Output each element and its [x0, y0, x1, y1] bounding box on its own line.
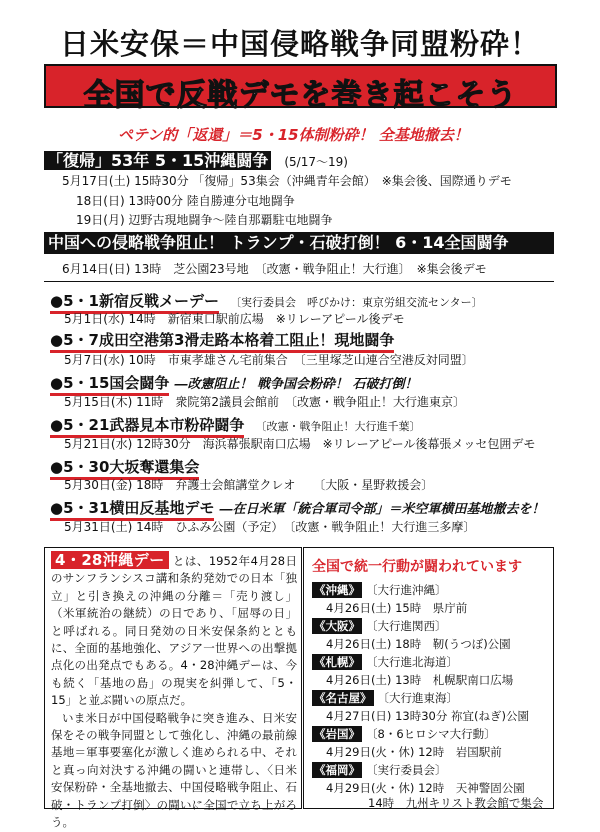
city-name: 《福岡》	[314, 763, 360, 777]
city-org: 〔大行進東海〕	[377, 691, 458, 705]
city-sapporo	[312, 654, 458, 670]
event-1-title: ●5・1新宿反戦メーデー	[50, 292, 219, 314]
city-nagoya-line: 4月27日(日) 13時30分 祢宜(ねぎ)公園	[326, 709, 529, 723]
event-5-line	[64, 476, 433, 493]
city-org: 〔大行進関西〕	[366, 619, 447, 633]
event-4	[50, 414, 421, 435]
event-3	[50, 372, 418, 393]
event-4-title: ●5・21武器見本市粉砕闘争	[50, 416, 244, 438]
city-okinawa-line: 4月26日(土) 15時 県庁前	[326, 601, 468, 615]
city-name: 《札幌》	[314, 655, 360, 669]
city-org: 〔大行進北海道〕	[366, 655, 458, 669]
subheadline: ペテン的「返還」＝5・15体制粉砕！ 全基地撤去！	[118, 126, 469, 144]
event-3-note: ―改憲阻止！ 戦争国会粉砕！ 石破打倒！	[174, 377, 418, 392]
city-name: 《名古屋》	[314, 691, 372, 705]
event-1	[50, 290, 483, 311]
okinawa-title: 「復帰」53年 5・15沖縄闘争	[44, 151, 271, 170]
city-org: 〔実行委員会〕	[366, 763, 447, 777]
city-org: 〔8・6ヒロシマ大行動〕	[366, 727, 496, 741]
event-4-line: 5月21日(水) 12時30分 海浜幕張駅南口広場 ※リレーアピール後幕張メッセ包囲デモ	[64, 437, 536, 451]
april28-text-block	[51, 552, 297, 832]
event-5-title: ●5・30大坂奪還集会	[50, 458, 199, 480]
city-osaka	[312, 618, 447, 634]
okinawa-header	[44, 148, 348, 171]
banner-text: 全国で反戦デモを巻き起こそう	[83, 78, 518, 113]
city-org: 〔大行進沖縄〕	[366, 583, 447, 597]
april28-text-2: いま米日が中国侵略戦争に突き進み、日米安保をその戦争同盟として強化し、沖縄の最前線基地＝軍事要塞化が激しく進められる中、それと真っ向対決する沖縄の闘いと連帯し、〈日米安保粉砕・全基地撤去、中国侵略戦争阻止、石破・トランプ打倒〉の闘いに全国で立ち上がろう。	[51, 710, 297, 830]
event-5-line-text: 5月30日(金) 18時 弁護士会館講堂クレオ	[64, 478, 296, 492]
divider	[44, 281, 554, 282]
red-banner	[44, 64, 557, 113]
city-okinawa	[312, 582, 447, 598]
june14-line: 6月14日(日) 13時 芝公園23号地 〔改憲・戦争阻止！大行進〕 ※集会後デモ	[62, 262, 487, 276]
city-iwakuni-line: 4月29日(火・休) 12時 岩国駅前	[326, 745, 502, 759]
event-6-line: 5月31日(土) 14時 ひふみ公園（予定） 〔改憲・戦争阻止！大行進三多摩〕	[64, 520, 476, 534]
okinawa-line-3: 19日(月) 辺野古現地闘争〜陸自那覇駐屯地闘争	[76, 213, 333, 227]
city-name: 《大阪》	[314, 619, 360, 633]
main-headline: 日米安保＝中国侵略戦争同盟粉砕！	[59, 27, 540, 61]
event-3-line: 5月15日(木) 11時 衆院第2議員会館前 〔改憲・戦争阻止！大行進東京〕	[64, 395, 465, 409]
city-name: 《岩国》	[314, 727, 360, 741]
city-name: 《沖縄》	[314, 583, 360, 597]
unified-action-box	[303, 547, 554, 809]
city-nagoya	[312, 690, 458, 706]
event-2-title: ●5・7成田空港第3滑走路本格着工阻止！現地闘争	[50, 331, 394, 353]
event-2	[50, 329, 394, 350]
june14-title: 中国への侵略戦争阻止！ トランプ・石破打倒！ 6・14全国闘争	[44, 232, 554, 254]
event-6-note: ―在日米軍「統合軍司令部」＝米空軍横田基地撤去を！	[219, 502, 545, 517]
april28-text: とは、1952年4月28日のサンフランシスコ講和条約発効での日本「独立」と引き換えの沖縄の分離＝「売り渡し」（米軍統治の継続）の日であり、「屈辱の日」と呼ばれる。同日発効の日米安保条約とともに、全面的基地強化、アジア一世界への出撃拠点化の出発点でもある。4・28沖縄デーは、今も続く「基地の島」の現実を糾弾して、「5・15」と並ぶ闘いの原点だ。	[51, 554, 298, 708]
april28-box	[44, 547, 302, 830]
okinawa-line-1: 5月17日(土) 15時30分 「復帰」53集会（沖縄青年会館） ※集会後、国際通りデモ	[62, 174, 512, 188]
okinawa-line-2: 18日(日) 13時00分 陸自勝連分屯地闘争	[76, 194, 295, 208]
event-5	[50, 456, 199, 477]
city-iwakuni	[312, 726, 496, 742]
city-fukuoka	[312, 762, 447, 778]
city-fukuoka-extra: 14時 九州キリスト教会館で集会	[368, 796, 544, 810]
event-2-line: 5月7日(水) 10時 市東孝雄さん宅前集合 〔三里塚芝山連合空港反対同盟〕	[64, 353, 474, 367]
event-6-title: ●5・31横田反基地デモ	[50, 499, 214, 521]
unified-action-title: 全国で統一行動が闘われています	[312, 559, 522, 575]
event-1-note: 〔実行委員会 呼びかけ：東京労組交流センター〕	[230, 296, 483, 309]
city-sapporo-line: 4月26日(土) 13時 札幌駅南口広場	[326, 673, 514, 687]
city-osaka-line: 4月26日(土) 18時 靭(うつぼ)公園	[326, 637, 511, 651]
okinawa-dates: (5/17〜19)	[284, 155, 348, 169]
event-4-note: 〔改憲・戦争阻止！大行進千葉〕	[255, 420, 421, 433]
event-1-line: 5月1日(水) 14時 新宿東口駅前広場 ※リレーアピール後デモ	[64, 312, 405, 326]
city-fukuoka-line: 4月29日(火・休) 12時 天神警固公園	[326, 781, 525, 795]
event-6	[50, 497, 545, 518]
april28-tag: 4・28沖縄デー	[51, 551, 169, 569]
event-3-title: ●5・15国会闘争	[50, 374, 169, 396]
event-5-org: 〔大阪・星野救援会〕	[313, 478, 434, 492]
